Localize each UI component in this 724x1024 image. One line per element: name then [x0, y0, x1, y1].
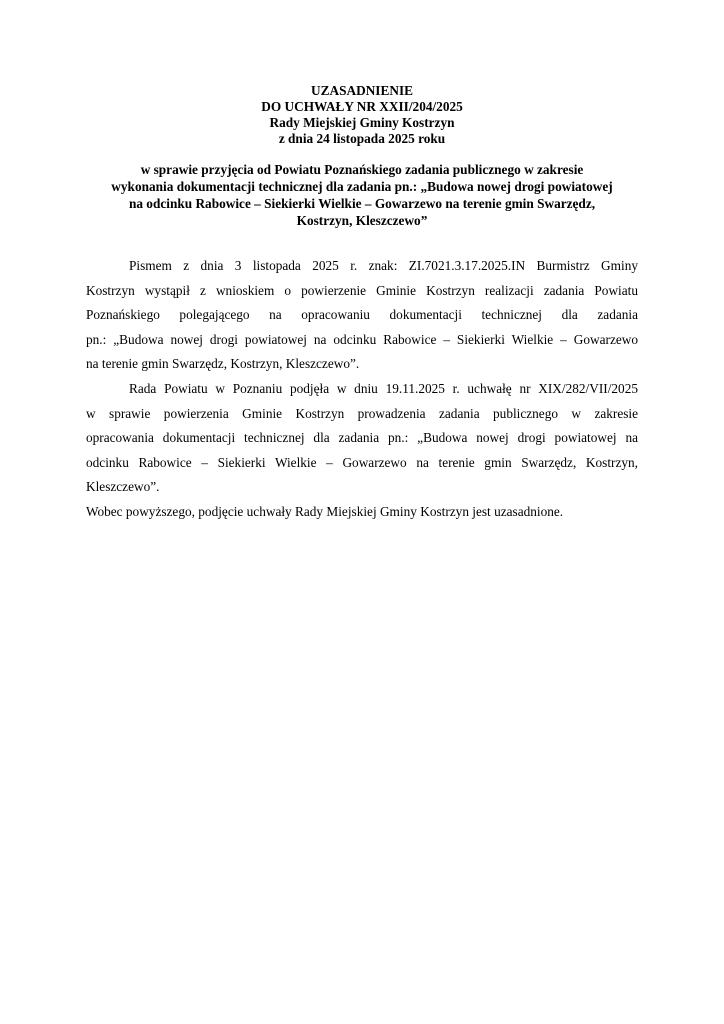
document-body — [86, 254, 638, 525]
conclusion-paragraph: Wobec powyższego, podjęcie uchwały Rady Miejskiej Gminy Kostrzyn jest uzasadnione. — [86, 503, 564, 519]
document-subject — [86, 161, 638, 229]
header-resolution-number: DO UCHWAŁY NR XXII/204/2025 — [261, 99, 463, 114]
paragraph-line: Rada Powiatu w Poznaniu podjęła w dniu 19.11.2025 r. uchwałę nr XIX/282/VII/2025 — [129, 380, 638, 396]
paragraph-line: odcinku Rabowice – Siekierki Wielkie – Gowarzewo na terenie gmin Swarzędz, Kostrzyn, — [86, 454, 638, 470]
subject-line: w sprawie przyjęcia od Powiatu Poznańskiego zadania publicznego w zakresie — [140, 162, 584, 177]
subject-line: Kostrzyn, Kleszczewo” — [296, 213, 428, 228]
paragraph-line: Pismem z dnia 3 listopada 2025 r. znak: ZI.7021.3.17.2025.IN Burmistrz Gminy — [129, 258, 638, 273]
header-council-name: Rady Miejskiej Gminy Kostrzyn — [269, 115, 455, 130]
document-header — [90, 83, 634, 147]
header-date: z dnia 24 listopada 2025 roku — [278, 131, 446, 146]
paragraph-line: na terenie gmin Swarzędz, Kostrzyn, Kleszczewo”. — [86, 356, 360, 372]
paragraph-line: Kostrzyn wystąpił z wnioskiem o powierzenie Gminie Kostrzyn realizacji zadania Powiatu — [86, 282, 638, 298]
subject-line: na odcinku Rabowice – Siekierki Wielkie – Gowarzewo na terenie gmin Swarzędz, — [128, 196, 596, 211]
paragraph-2 — [86, 377, 638, 500]
paragraph-line: Kleszczewo”. — [86, 479, 160, 495]
paragraph-line: opracowania dokumentacji technicznej dla zadania pn.: „Budowa nowej drogi powiatowej na — [86, 430, 638, 446]
paragraph-line: w sprawie powierzenia Gminie Kostrzyn prowadzenia zadania publicznego w zakresie — [86, 405, 638, 421]
paragraph-1 — [86, 254, 638, 377]
paragraph-line: Poznańskiego polegającego na opracowaniu dokumentacji technicznej dla zadania — [86, 307, 638, 323]
subject-line: wykonania dokumentacji technicznej dla zadania pn.: „Budowa nowej drogi powiatowej — [111, 179, 613, 194]
header-title: UZASADNIENIE — [311, 83, 413, 98]
paragraph-line: pn.: „Budowa nowej drogi powiatowej na odcinku Rabowice – Siekierki Wielkie – Gowarzewo — [86, 331, 638, 347]
